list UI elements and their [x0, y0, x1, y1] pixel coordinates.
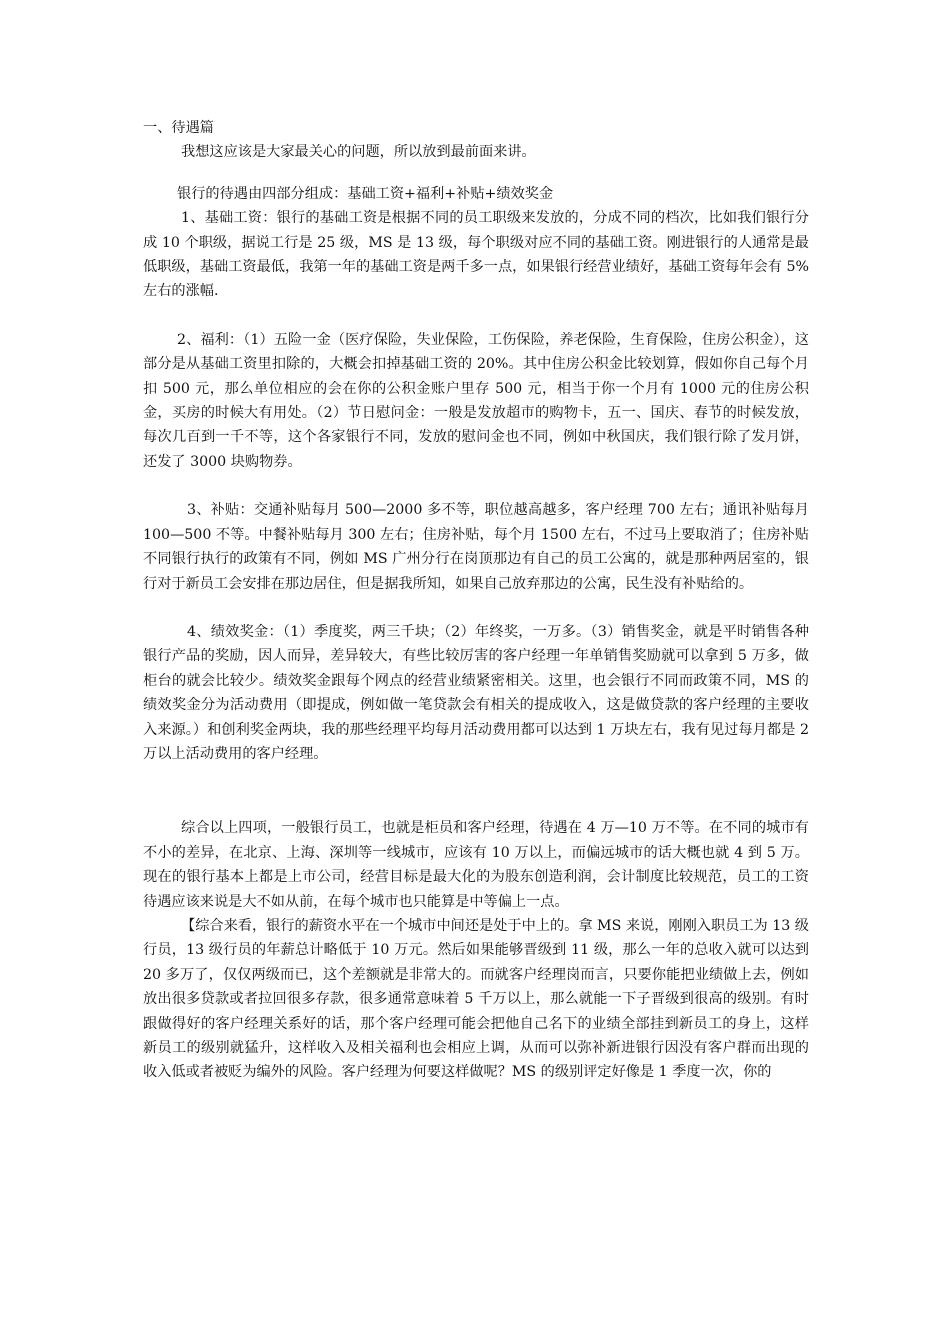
spacer — [143, 304, 809, 328]
item-basic-salary: 1、基础工资：银行的基础工资是根据不同的员工职级来发放的，分成不同的档次，比如我们银行分成 10 个职级，据说工行是 25 级，MS 是 13 级，每个职级对应不同的基础工资。刚进银行的人通常是最低职级，基础工资最低，我第一年的基础工资是两千多一点，如果银行经营业绩好，基础工资每年会有 5%左右的涨幅. — [143, 210, 809, 300]
spacer — [143, 596, 809, 620]
intro-paragraph: 我想这应该是大家最关心的问题，所以放到最前面来讲。 — [181, 144, 536, 161]
spacer — [143, 165, 809, 182]
spacer — [143, 766, 809, 816]
summary-paragraph: 综合以上四项，一般银行员工，也就是柜员和客户经理，待遇在 4 万—10 万不等。在不同的城市有不小的差异，在北京、上海、深圳等一线城市，应该有 10 万以上，而偏远城市的话大概也就 4 到 5 万。现在的银行基本上都是上市公司，经营目标是最大化的为股东创造利润，会计制度比较规范，员工的工资待遇应该来说是大不如从前，在每个城市也只能算是中等偏上一点。 — [143, 820, 809, 910]
lead-paragraph: 银行的待遇由四部分组成：基础工资+福利+补贴+绩效奖金 — [177, 185, 554, 202]
document-body — [143, 116, 809, 1085]
spacer — [143, 474, 809, 498]
item-welfare: 2、福利：（1）五险一金（医疗保险，失业保险，工伤保险，养老保险，生育保险，住房公积金），这部分是从基础工资里扣除的，大概会扣掉基础工资的 20%。其中住房公积金比较划算，假如你自己每个月扣 500 元，那么单位相应的会在你的公积金账户里存 500 元，相当于你一个月有 1000 元的住房公积金，买房的时候大有用处。（2）节日慰问金：一般是发放超市的购物卡，五一、国庆、春节的时候发放，每次几百到一千不等，这个各家银行不同，发放的慰问金也不同，例如中秋国庆，我们银行除了发月饼，还发了 3000 块购物券。 — [143, 331, 809, 470]
item-performance-bonus: 4、绩效奖金：（1）季度奖，两三千块；（2）年终奖，一万多。（3）销售奖金，就是平时销售各种银行产品的奖励，因人而异，差异较大，有些比较厉害的客户经理一年单销售奖励就可以拿到 5 万多，做柜台的就会比较少。绩效奖金跟每个网点的经营业绩紧密相关。这里，也会银行不同而政策不同，MS 的绩效奖金分为活动费用（即提成，例如做一笔贷款会有相关的提成收入，这是做贷款的客户经理的主要收入来源。）和创利奖金两块，我的那些经理平均每月活动费用都可以达到 1 万块左右，我有见过每月都是 2 万以上活动费用的客户经理。 — [143, 623, 809, 762]
section-title: 一、待遇篇 — [143, 120, 214, 136]
conclusion-paragraph: 【综合来看，银行的薪资水平在一个城市中间还是处于中上的。拿 MS 来说，刚刚入职员工为 13 级行员，13 级行员的年薪总计略低于 10 万元。然后如果能够晋级到 11 级，那么一年的总收入就可以达到 20 多万了，仅仅两级而已，这个差额就是非常大的。而就客户经理岗而言，只要你能把业绩做上去，例如放出很多贷款或者拉回很多存款，很多通常意味着 5 千万以上，那么就能一下子晋级到很高的级别。有时跟做得好的客户经理关系好的话，那个客户经理可能会把他自己名下的业绩全部挂到新员工的身上，这样新员工的级别就猛升，这样收入及相关福利也会相应上调，从而可以弥补新进银行因没有客户群而出现的收入低或者被贬为编外的风险。客户经理为何要这样做呢？MS 的级别评定好像是 1 季度一次，你的 — [143, 917, 809, 1081]
item-allowance: 3、补贴：交通补贴每月 500—2000 多不等，职位越高越多，客户经理 700 左右；通讯补贴每月 100—500 不等。中餐补贴每月 300 左右；住房补贴，每个月 1500 左右，不过马上要取消了；住房补贴不同银行执行的政策有不同，例如 MS 广州分行在岗顶那边有自己的员工公寓的，就是那种两居室的，银行对于新员工会安排在那边居住，但是据我所知，如果自己放弃那边的公寓，民生没有补贴给的。 — [143, 502, 809, 592]
